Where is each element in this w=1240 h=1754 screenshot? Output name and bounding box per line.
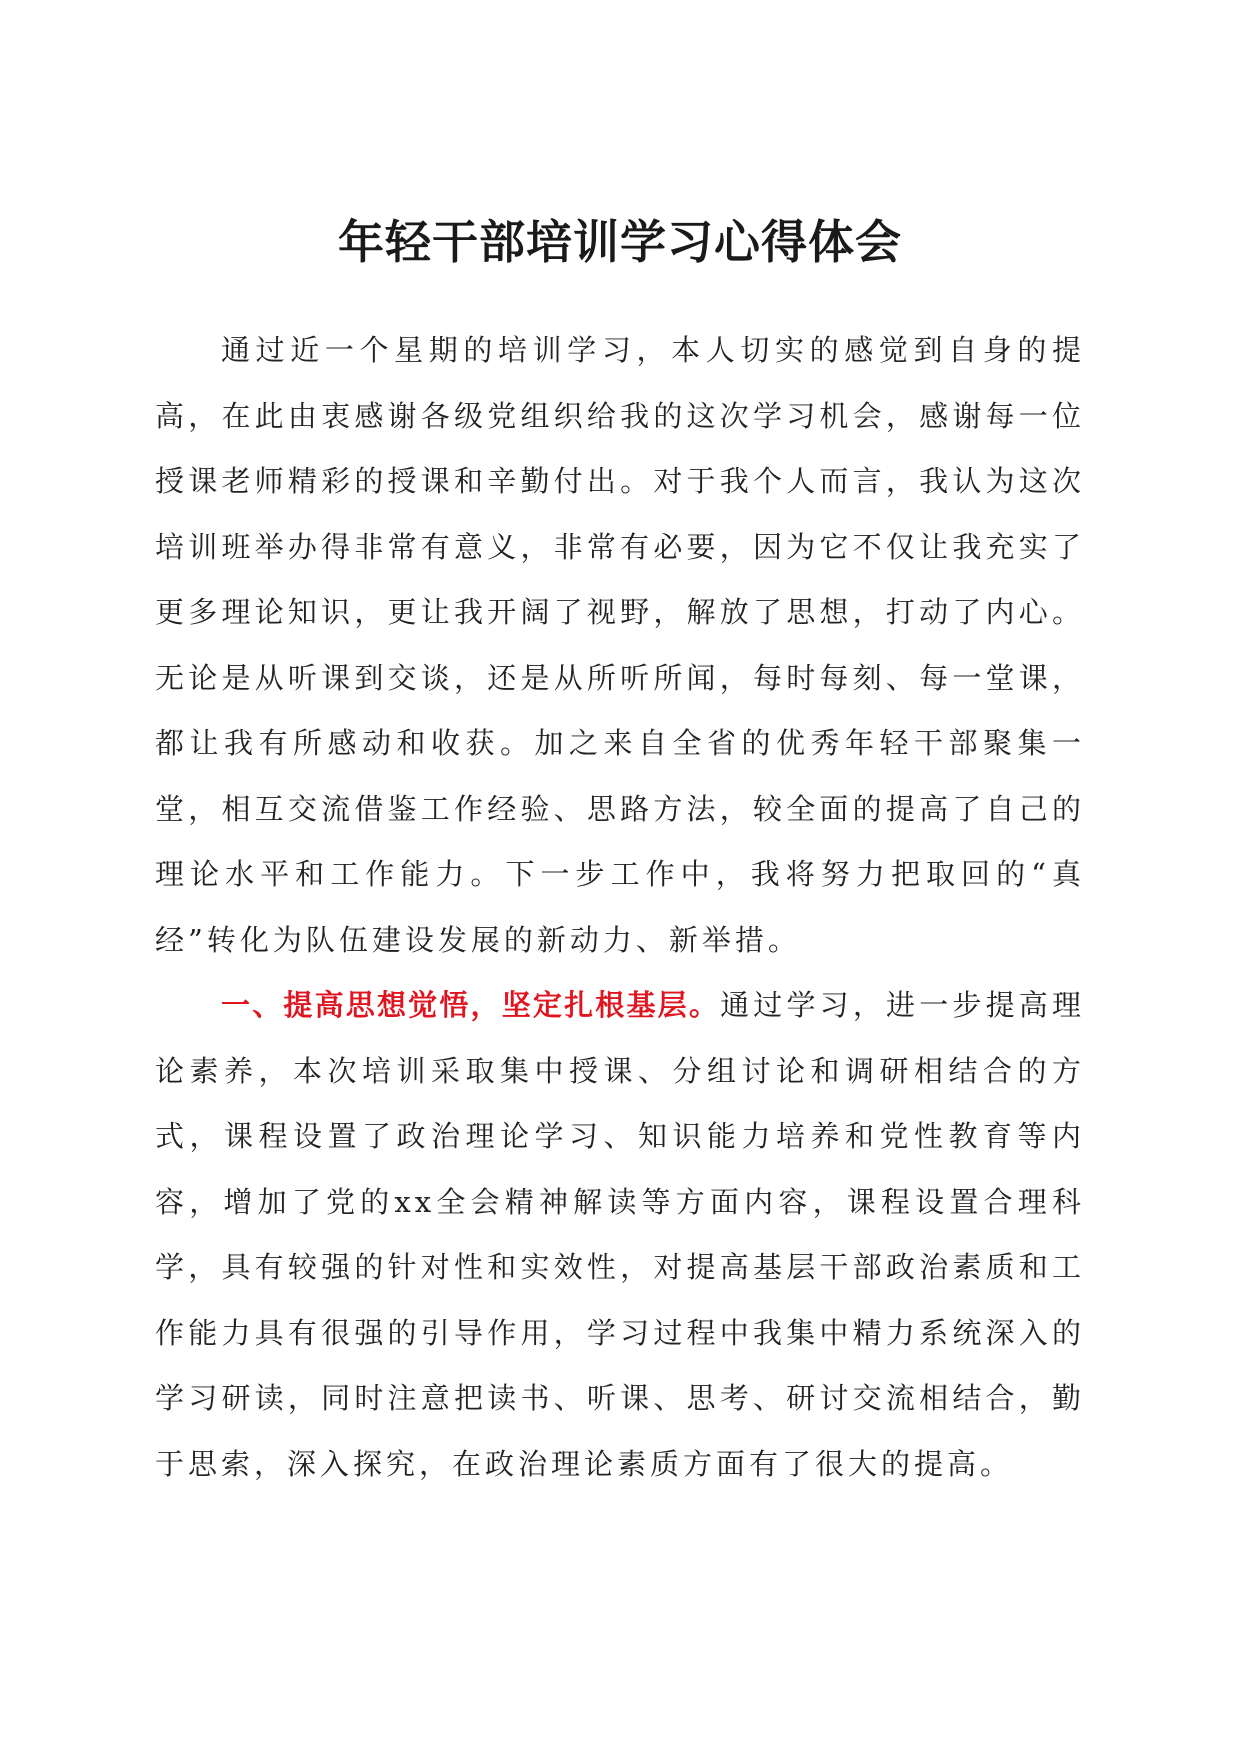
section-1-paragraph xyxy=(155,973,1085,1497)
document-title: 年轻干部培训学习心得体会 xyxy=(338,215,902,269)
intro-paragraph xyxy=(155,318,1085,973)
section-1-text: 通过学习，进一步提高理论素养，本次培训采取集中授课、分组讨论和调研相结合的方式，课程设置了政治理论学习、知识能力培养和党性教育等内容，增加了党的xx全会精神解读等方面内容，课程设置合理科学，具有较强的针对性和实效性，对提高基层干部政治素质和工作能力具有很强的引导作用，学习过程中我集中精力系统深入的学习研读，同时注意把读书、听课、思考、研讨交流相结合，勤于思索，深入探究，在政治理论素质方面有了很大的提高。 xyxy=(155,988,1085,1481)
section-1-heading: 一、提高思想觉悟，坚定扎根基层。 xyxy=(221,988,721,1022)
document-body xyxy=(155,318,1085,1497)
intro-paragraph-text: 通过近一个星期的培训学习，本人切实的感觉到自身的提高，在此由衷感谢各级党组织给我的这次学习机会，感谢每一位授课老师精彩的授课和辛勤付出。对于我个人而言，我认为这次培训班举办得非常有意义，非常有必要，因为它不仅让我充实了更多理论知识，更让我开阔了视野，解放了思想，打动了内心。无论是从听课到交谈，还是从所听所闻，每时每刻、每一堂课，都让我有所感动和收获。加之来自全省的优秀年轻干部聚集一堂，相互交流借鉴工作经验、思路方法，较全面的提高了自己的理论水平和工作能力。下一步工作中，我将努力把取回的“真经”转化为队伍建设发展的新动力、新举措。 xyxy=(155,333,1085,957)
